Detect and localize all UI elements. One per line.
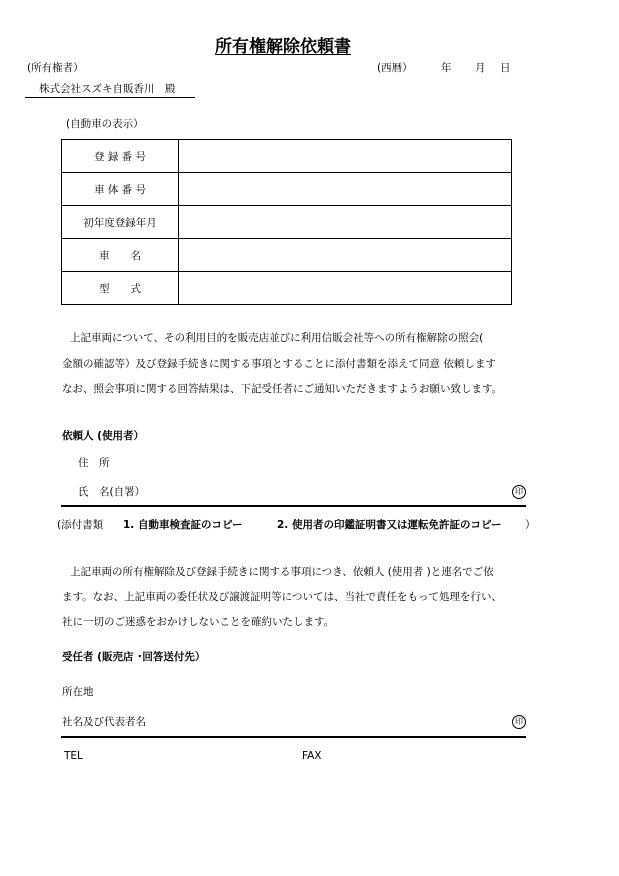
consent-line-3: なお、照会事項に関する回答結果は、下記受任者にご通知いただきますようお願い致します。 [62,383,503,395]
first-registration-label: 初年度登録年月 [62,206,179,239]
agent-location-label: 所在地 [62,686,94,698]
date-year-label: 年 [441,62,452,74]
requester-seal-icon: 印 [512,485,526,499]
registration-number-cell [179,140,512,173]
attachments-prefix: (添付書類 [57,519,104,531]
registration-number-label: 登 録 番 号 [62,140,179,173]
date-day-label: 日 [500,62,511,74]
date-month-label: 月 [475,62,486,74]
attachments-suffix: ） [525,519,536,531]
requester-heading: 依頼人 (使用者） [62,430,144,442]
pledge-line-1: 上記車両の所有権解除及び登録手続きに関する事項につき、依頼人 (使用者 )と連名でご依 [70,566,494,578]
fax-label: FAX [302,750,322,762]
vehicle-section-label: (自動車の表示） [66,118,144,130]
document-title [0,36,566,58]
document-title-text: 所有権解除依頼書 [215,37,351,57]
owner-label: (所有権者） [27,62,84,74]
consent-line-1: 上記車両について、その利用目的を販売店並びに利用信販会社等への所有権解除の照会( [70,332,484,344]
table-row [62,173,512,206]
vehicle-info-table [61,139,512,305]
consent-line-2: 金額の確認等）及び登録手続きに関する事項とすることに添付書類を添えて同意 依頼します [62,358,496,370]
pledge-line-2: ます。なお、上記車両の委任状及び譲渡証明等については、当社で責任をもって処理を行い、 [62,591,502,603]
table-row [62,206,512,239]
agent-signature-line [61,736,526,738]
pledge-line-3: 社に一切のご迷惑をおかけしないことを確約いたします。 [62,616,335,628]
attachment-item-2: 2. 使用者の印鑑証明書又は運転免許証のコピー [277,519,502,531]
requester-name-label: 氏 名(自署） [78,486,146,498]
chassis-number-cell [179,173,512,206]
table-row [62,239,512,272]
addressee: 株式会社スズキ自販香川 殿 [39,83,176,95]
requester-signature-line [61,505,526,507]
vehicle-name-cell [179,239,512,272]
addressee-underline [25,97,195,98]
agent-seal-icon: 印 [512,715,526,729]
model-cell [179,272,512,305]
requester-address-label: 住 所 [78,457,110,469]
chassis-number-label: 車 体 番 号 [62,173,179,206]
date-era-label: (西暦） [377,62,413,74]
tel-label: TEL [64,750,83,762]
vehicle-name-label: 車 名 [62,239,179,272]
first-registration-cell [179,206,512,239]
model-label: 型 式 [62,272,179,305]
attachment-item-1: 1. 自動車検査証のコピー [123,519,243,531]
agent-name-label: 社名及び代表者名 [62,716,146,728]
table-row [62,140,512,173]
agent-heading: 受任者 (販売店 ･回答送付先） [62,651,206,663]
table-row [62,272,512,305]
